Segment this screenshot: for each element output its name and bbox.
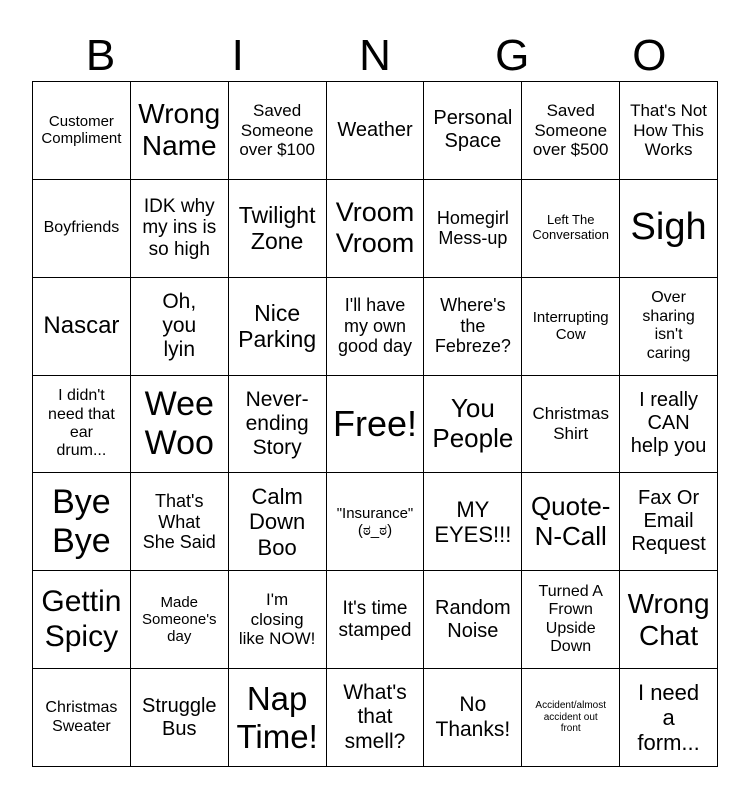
bingo-cell[interactable]: Wrong Name <box>131 82 229 180</box>
bingo-cell[interactable]: Boyfriends <box>33 180 131 278</box>
bingo-board <box>32 81 718 767</box>
bingo-cell[interactable]: Random Noise <box>424 571 522 669</box>
bingo-cell[interactable]: Quote- N-Call <box>522 473 620 571</box>
bingo-cell[interactable]: Saved Someone over $100 <box>229 82 327 180</box>
header-letter: G <box>495 31 530 80</box>
bingo-cell[interactable]: Twilight Zone <box>229 180 327 278</box>
bingo-cell[interactable]: Left The Conversation <box>522 180 620 278</box>
bingo-cell[interactable]: Christmas Sweater <box>33 669 131 767</box>
bingo-cell[interactable]: MY EYES!!! <box>424 473 522 571</box>
bingo-cell[interactable]: It's time stamped <box>327 571 425 669</box>
bingo-cell[interactable]: Interrupting Cow <box>522 278 620 376</box>
bingo-cell[interactable]: Bye Bye <box>33 473 131 571</box>
bingo-cell[interactable]: Personal Space <box>424 82 522 180</box>
bingo-cell[interactable]: That's What She Said <box>131 473 229 571</box>
bingo-header <box>32 30 718 82</box>
bingo-cell[interactable]: Sigh <box>620 180 718 278</box>
bingo-cell[interactable]: Saved Someone over $500 <box>522 82 620 180</box>
bingo-cell[interactable]: Weather <box>327 82 425 180</box>
bingo-cell[interactable]: Struggle Bus <box>131 669 229 767</box>
bingo-cell[interactable]: I really CAN help you <box>620 376 718 474</box>
header-letter: N <box>359 31 391 80</box>
bingo-cell[interactable]: Free! <box>327 376 425 474</box>
bingo-cell[interactable]: Accident/almost accident out front <box>522 669 620 767</box>
bingo-cell[interactable]: Turned A Frown Upside Down <box>522 571 620 669</box>
bingo-cell[interactable]: I'll have my own good day <box>327 278 425 376</box>
bingo-cell[interactable]: Nice Parking <box>229 278 327 376</box>
bingo-cell[interactable]: You People <box>424 376 522 474</box>
bingo-cell[interactable]: IDK why my ins is so high <box>131 180 229 278</box>
header-letter: I <box>231 31 244 80</box>
bingo-cell[interactable]: Over sharing isn't caring <box>620 278 718 376</box>
bingo-cell[interactable]: Vroom Vroom <box>327 180 425 278</box>
bingo-cell[interactable]: Oh, you lyin <box>131 278 229 376</box>
bingo-cell[interactable]: Nascar <box>33 278 131 376</box>
bingo-cell[interactable]: No Thanks! <box>424 669 522 767</box>
bingo-cell[interactable]: What's that smell? <box>327 669 425 767</box>
bingo-cell[interactable]: Made Someone's day <box>131 571 229 669</box>
bingo-cell[interactable]: Wrong Chat <box>620 571 718 669</box>
bingo-cell[interactable]: Gettin Spicy <box>33 571 131 669</box>
bingo-cell[interactable]: I need a form... <box>620 669 718 767</box>
bingo-cell[interactable]: I'm closing like NOW! <box>229 571 327 669</box>
header-letter: O <box>632 31 667 80</box>
bingo-cell[interactable]: Homegirl Mess-up <box>424 180 522 278</box>
header-letter: B <box>85 31 116 80</box>
bingo-cell[interactable]: "Insurance" (ಠ_ಠ) <box>327 473 425 571</box>
bingo-cell[interactable]: That's Not How This Works <box>620 82 718 180</box>
bingo-cell[interactable]: Calm Down Boo <box>229 473 327 571</box>
bingo-cell[interactable]: Never- ending Story <box>229 376 327 474</box>
bingo-cell[interactable]: I didn't need that ear drum... <box>33 376 131 474</box>
bingo-cell[interactable]: Fax Or Email Request <box>620 473 718 571</box>
bingo-cell[interactable]: Christmas Shirt <box>522 376 620 474</box>
bingo-cell[interactable]: Nap Time! <box>229 669 327 767</box>
bingo-cell[interactable]: Customer Compliment <box>33 82 131 180</box>
bingo-cell[interactable]: Wee Woo <box>131 376 229 474</box>
bingo-cell[interactable]: Where's the Febreze? <box>424 278 522 376</box>
